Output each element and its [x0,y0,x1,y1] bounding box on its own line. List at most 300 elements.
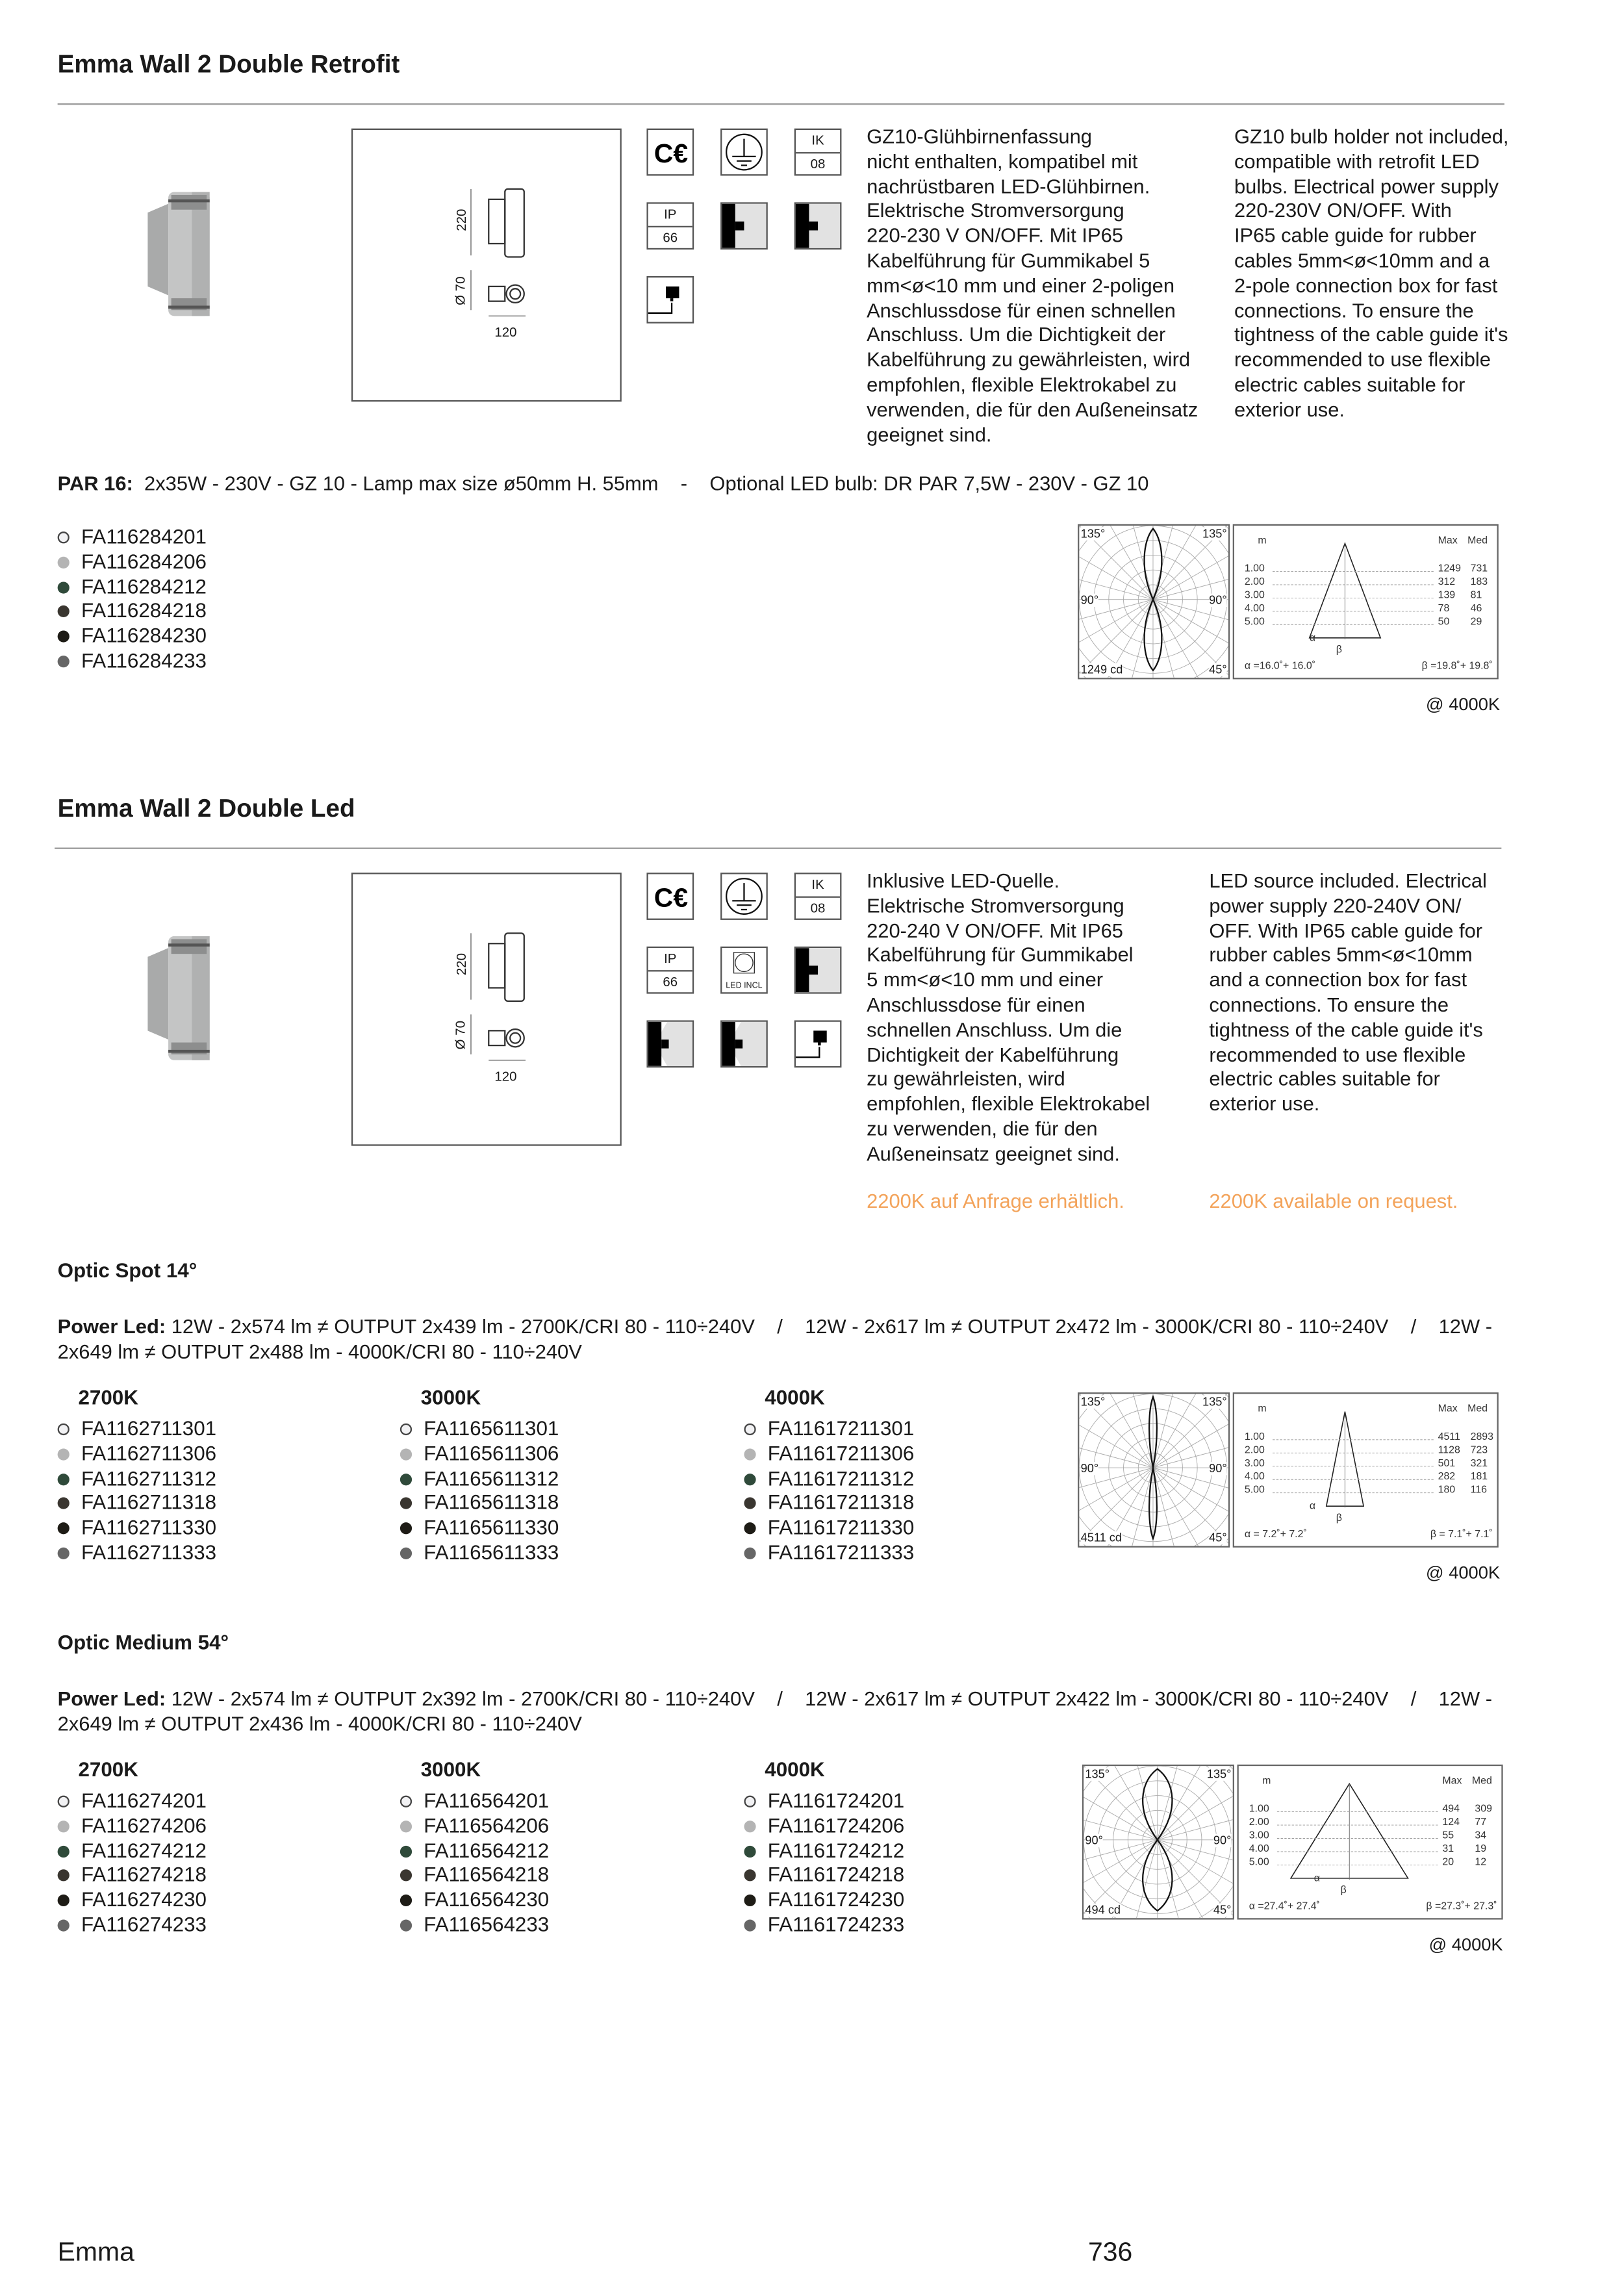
product-code-item [400,1418,559,1442]
text-line: connections. To ensure the [1234,299,1474,322]
code-list [400,1418,559,1566]
text-line: compatible with retrofit LED [1234,150,1480,173]
wall-mount-icon [794,202,842,249]
text-line: recommended to use flexible [1209,1043,1466,1066]
finish-swatch-icon [744,1498,755,1509]
text-line: tightness of the cable guide it's [1234,324,1508,346]
text-line: empfohlen, flexible Elektrokabel [867,1093,1150,1116]
distance-value: 3.00 [1244,1459,1265,1470]
max-value: 50 [1436,617,1449,628]
max-value: 1128 [1436,1446,1460,1456]
product-code: FA1161724230 [767,1889,905,1911]
med-value: 34 [1475,1831,1487,1842]
polar-diagram [1078,1392,1230,1548]
angle-label-135: 135° [1080,1395,1106,1409]
text-line: Elektrische Stromversorgung [867,894,1124,917]
text-line: empfohlen, flexible Elektrokabel zu [867,373,1177,396]
divider [55,848,1501,849]
text-line: verwenden, die für den Außeneinsatz [867,398,1199,421]
text-line: electric cables suitable for [1209,1068,1440,1091]
width-dimension: 120 [494,1069,517,1084]
distance-value: 4.00 [1244,604,1265,615]
product-code-item [744,1467,914,1492]
code-list [744,1790,904,1939]
product-code: FA1162711306 [81,1442,217,1465]
code-list [58,1790,207,1939]
finish-swatch-icon [58,1498,70,1509]
text-line: schnellen Anschluss. Um die [867,1018,1123,1041]
product-code-item [744,1790,904,1815]
note-de: 2200K auf Anfrage erhältlich. [867,1190,1124,1212]
max-value: 139 [1436,591,1455,601]
finish-swatch-icon [744,1424,755,1435]
description-en [1234,125,1509,423]
med-value: 29 [1470,617,1482,628]
led-included-icon [720,947,768,994]
product-code-item [58,600,207,625]
med-value: 81 [1470,591,1482,601]
beta-symbol: β [1336,1513,1342,1524]
med-header: Med [1471,1776,1492,1787]
angle-label-135: 135° [1202,1395,1227,1409]
text-line: bulbs. Electrical power supply [1234,175,1499,198]
finish-swatch-icon [400,1523,412,1535]
color-temp-header: 4000K [765,1386,825,1409]
product-code-item [744,1516,914,1541]
max-value: 78 [1436,604,1449,615]
description-en [1209,870,1487,1118]
candela-label: 4511 cd [1080,1531,1122,1545]
finish-swatch-icon [58,1895,70,1906]
product-code: FA116274230 [81,1889,207,1911]
product-code: FA1161724218 [767,1864,905,1887]
color-temp-note: @ 4000K [1425,694,1501,715]
rating-value: 66 [663,230,678,246]
product-code: FA11617211318 [767,1492,915,1514]
text-line: 5 mm<ø<10 mm und einer [867,969,1104,991]
junction-box-icon [794,1020,842,1067]
product-code-item [58,575,207,600]
distance-value: 1.00 [1244,564,1265,575]
angle-label-90: 90° [1209,1461,1227,1476]
max-header: Max [1438,1404,1458,1415]
product-code-item [58,1913,207,1938]
width-dimension: 120 [494,324,517,340]
text-line: Kabelführung zu gewährleisten, wird [867,348,1191,371]
med-value: 181 [1470,1472,1488,1483]
finish-swatch-icon [58,1820,70,1832]
text-line: tightness of the cable guide it's [1209,1018,1483,1041]
med-value: 321 [1470,1459,1488,1470]
product-code: FA11617211301 [767,1417,915,1440]
finish-swatch-icon [58,1448,70,1460]
text-line: Anschluss. Um die Dichtigkeit der [867,324,1166,346]
color-temp-header: 3000K [420,1758,481,1781]
illuminance-table [1233,524,1499,680]
finish-swatch-icon [58,606,70,618]
product-code-item [58,1864,207,1889]
ip-rating-icon [646,947,694,994]
finish-swatch-icon [744,1919,755,1931]
med-value: 731 [1470,564,1488,575]
rating-value: 08 [810,156,826,172]
polar-diagram [1078,524,1230,680]
text-line: geeignet sind. [867,423,992,446]
product-code: FA116284212 [81,575,207,598]
product-code: FA116274233 [81,1913,207,1936]
text-line: zu gewährleisten, wird [867,1068,1065,1091]
distance-value: 3.00 [1249,1831,1269,1842]
product-code-item [744,1492,914,1516]
alpha-symbol: α [1309,633,1316,644]
optic-title: Optic Medium 54° [57,1631,229,1654]
polar-diagram [1082,1765,1234,1920]
product-code-item [58,1889,207,1913]
product-code: FA1161724201 [767,1789,905,1812]
text-line: zu verwenden, die für den [867,1118,1098,1140]
med-value: 77 [1475,1817,1487,1828]
page-number: 736 [1087,2237,1133,2267]
height-dimension: 220 [453,952,469,976]
angle-label-135: 135° [1206,1767,1232,1781]
max-value: 312 [1436,578,1455,588]
text-line: Anschlussdose für einen [867,993,1085,1016]
color-temp-header: 2700K [78,1758,138,1781]
text-line: 220-230V ON/OFF. With [1234,199,1452,222]
product-title: Emma Wall 2 Double Led [57,794,355,823]
distance-value: 2.00 [1244,577,1265,588]
beta-symbol: β [1340,1885,1347,1897]
product-code-item [58,526,207,550]
description-de [867,125,1198,448]
product-code-item [58,1790,207,1815]
product-code: FA1165611306 [424,1442,559,1465]
text-line: recommended to use flexible [1234,348,1491,371]
angle-label-45: 45° [1209,663,1227,676]
max-value: 20 [1441,1858,1454,1868]
text-line: Dichtigkeit der Kabelführung [867,1043,1119,1066]
product-code-item [744,1542,914,1566]
dimension-drawing [351,129,622,402]
product-code: FA116564212 [424,1839,550,1861]
par-text: 2x35W - 230V - GZ 10 - Lamp max size ø50mm H. 55mm - Optional LED bulb: DR PAR 7,5W - 230V - GZ 10 [144,472,1149,495]
product-code: FA116284233 [81,649,207,672]
finish-swatch-icon [400,1498,412,1509]
text-line: exterior use. [1234,398,1345,421]
distance-value: 1.00 [1249,1804,1269,1815]
product-code: FA1162711312 [81,1467,217,1490]
med-value: 2893 [1470,1432,1494,1443]
finish-swatch-icon [58,631,70,643]
product-code: FA11617211306 [767,1442,915,1465]
beta-angle: β =27.3˚+ 27.3˚ [1426,1902,1497,1913]
power-text: 12W - 2x574 lm ≠ OUTPUT 2x439 lm - 2700K/CRI 80 - 110÷240V / 12W - 2x617 lm ≠ OUTPUT 2x472 lm - 3000K/CRI 80 - 110÷240V / 12W - [171,1315,1493,1338]
power-text: 2x649 lm ≠ OUTPUT 2x436 lm - 4000K/CRI 80 - 110÷240V [57,1713,582,1735]
distance-value: 1.00 [1244,1432,1265,1443]
product-title: Emma Wall 2 Double Retrofit [57,50,400,79]
product-code-item [400,1864,549,1889]
text-line: nachrüstbaren LED-Glühbirnen. [867,175,1150,198]
max-value: 31 [1441,1845,1454,1855]
product-code-item [744,1815,904,1839]
power-text: 2x649 lm ≠ OUTPUT 2x488 lm - 4000K/CRI 80 - 110÷240V [57,1340,582,1363]
finish-swatch-icon [400,1424,412,1435]
product-code-item [400,1467,559,1492]
finish-swatch-icon [58,556,70,568]
med-value: 46 [1470,604,1482,615]
diameter-dimension: Ø 70 [453,276,468,305]
finish-swatch-icon [400,1548,412,1559]
code-list [400,1790,549,1939]
alpha-symbol: α [1313,1874,1320,1884]
text-line: connections. To ensure the [1209,993,1449,1016]
finish-swatch-icon [744,1845,755,1857]
unit-label: m [1262,1776,1271,1787]
product-code-item [58,1542,216,1566]
product-code-item [400,1913,549,1938]
wall-mount-icon [794,947,842,994]
diameter-dimension: Ø 70 [453,1020,468,1050]
finish-swatch-icon [58,581,70,593]
angle-label-90: 90° [1213,1833,1232,1848]
text-line: exterior use. [1209,1093,1320,1116]
finish-swatch-icon [400,1473,412,1485]
product-code: FA1165611301 [424,1417,559,1440]
finish-swatch-icon [744,1448,755,1460]
max-header: Max [1442,1776,1462,1787]
product-code: FA11617211330 [767,1516,915,1539]
beta-symbol: β [1336,645,1342,656]
max-value: 1249 [1436,564,1461,574]
color-temp-header: 3000K [420,1386,481,1409]
wall-mount-icon [720,202,768,249]
med-value: 309 [1475,1804,1492,1815]
product-code-item [744,1889,904,1913]
product-code: FA1165611333 [424,1541,559,1564]
distance-value: 2.00 [1244,1445,1265,1456]
distance-value: 4.00 [1244,1472,1265,1483]
beta-angle: β = 7.1˚+ 7.1˚ [1430,1529,1493,1540]
ik-rating-icon [794,129,842,176]
power-label: Power Led: [57,1315,166,1338]
product-code-item [744,1442,914,1467]
par-label: PAR 16: [57,472,133,495]
dimension-drawing [351,873,622,1145]
power-spec [58,1686,1492,1736]
finish-swatch-icon [58,1424,70,1435]
product-code: FA1162711333 [81,1541,217,1564]
rating-value: 66 [663,974,678,990]
product-code-item [58,1492,216,1516]
max-value: 55 [1441,1831,1454,1841]
product-code: FA1165611330 [424,1516,559,1539]
angle-label-45: 45° [1213,1903,1232,1917]
distance-value: 2.00 [1249,1817,1269,1828]
product-code-item [744,1913,904,1938]
led-label: LED INCL [726,982,763,991]
product-code-item [400,1442,559,1467]
power-label: Power Led: [57,1687,166,1710]
product-code-item [400,1815,549,1839]
finish-swatch-icon [58,1473,70,1485]
text-line: power supply 220-240V ON/ [1209,894,1462,917]
rating-label: IK [796,130,840,153]
product-code-item [58,650,207,674]
finish-swatch-icon [744,1820,755,1832]
height-dimension: 220 [453,209,469,231]
product-code-item [744,1839,904,1864]
rating-label: IK [796,874,840,897]
product-code: FA116564201 [424,1789,550,1812]
finish-swatch-icon [58,656,70,667]
finish-swatch-icon [58,1796,70,1808]
unit-label: m [1258,1404,1267,1415]
color-temp-note: @ 4000K [1428,1934,1503,1956]
description-de [867,870,1150,1168]
code-list [58,526,207,674]
angle-label-90: 90° [1080,593,1099,607]
product-code: FA1161724233 [767,1913,905,1936]
text-line: Außeneinsatz geeignet sind. [867,1142,1120,1165]
code-list [58,1418,216,1566]
distance-value: 5.00 [1249,1858,1269,1868]
text-line: GZ10-Glühbirnenfassung [867,125,1092,148]
product-code-item [400,1839,549,1864]
finish-swatch-icon [58,531,70,543]
product-code: FA1161724206 [767,1814,905,1837]
finish-swatch-icon [58,1548,70,1559]
product-image [147,936,236,1077]
angle-label-90: 90° [1080,1461,1099,1476]
product-code-item [58,1418,216,1442]
finish-swatch-icon [400,1870,412,1882]
product-code: FA116564206 [424,1814,550,1837]
product-code-item [58,1516,216,1541]
ce-mark-icon [646,873,694,920]
power-line [58,1339,1492,1364]
power-spec [58,1314,1492,1364]
text-line: Kabelführung für Gummikabel [867,944,1134,967]
text-line: 220-230 V ON/OFF. Mit IP65 [867,224,1123,247]
par-spec [58,472,1149,494]
finish-swatch-icon [400,1919,412,1931]
product-code: FA1165611312 [424,1467,559,1490]
product-code: FA116274218 [81,1864,207,1887]
beam-angle-icon [720,1020,768,1067]
junction-box-icon [646,276,694,324]
power-line [58,1711,1492,1737]
product-code: FA116284230 [81,624,207,647]
product-code: FA116284201 [81,526,207,548]
text-line: GZ10 bulb holder not included, [1234,125,1509,148]
finish-swatch-icon [744,1895,755,1906]
text-line: mm<ø<10 mm und einer 2-poligen [867,274,1175,297]
power-line [58,1314,1492,1340]
product-code: FA11617211333 [767,1541,915,1564]
alpha-symbol: α [1309,1501,1316,1513]
alpha-angle: α =27.4˚+ 27.4˚ [1249,1902,1320,1913]
product-code-item [58,625,207,650]
angle-label-135: 135° [1202,527,1227,541]
beam-angle-icon [646,1020,694,1067]
text-line: nicht enthalten, kompatibel mit [867,150,1138,173]
footer-product-name: Emma [57,2237,134,2267]
product-code: FA11617211312 [767,1467,915,1490]
svg-text:C€: C€ [653,882,689,913]
color-temp-note: @ 4000K [1425,1562,1501,1583]
angle-label-135: 135° [1085,1767,1110,1781]
product-code: FA116274206 [81,1814,207,1837]
med-header: Med [1467,535,1488,546]
product-code: FA1165611318 [424,1492,559,1514]
ce-mark-icon [646,129,694,176]
finish-swatch-icon [58,1845,70,1857]
finish-swatch-icon [400,1845,412,1857]
product-code-item [58,1467,216,1492]
alpha-angle: α =16.0˚+ 16.0˚ [1244,661,1316,672]
text-line: Anschlussdose für einen schnellen [867,299,1176,322]
text-line: 2-pole connection box for fast [1234,274,1498,297]
text-line: Kabelführung für Gummikabel 5 [867,249,1150,272]
med-value: 19 [1475,1844,1487,1855]
text-line: IP65 cable guide for rubber [1234,224,1477,247]
text-line: electric cables suitable for [1234,373,1465,396]
finish-swatch-icon [744,1473,755,1485]
max-value: 501 [1436,1459,1455,1469]
product-code: FA116274201 [81,1789,207,1812]
finish-swatch-icon [58,1919,70,1931]
product-code: FA116564233 [424,1913,550,1936]
color-temp-header: 2700K [78,1386,138,1409]
med-value: 116 [1470,1485,1487,1496]
product-code-item [58,1815,207,1839]
text-line: cables 5mm<ø<10mm and a [1234,249,1490,272]
med-value: 183 [1470,577,1488,588]
finish-swatch-icon [744,1796,755,1808]
rating-label: IP [648,204,692,227]
product-code-item [744,1418,914,1442]
product-code: FA116564230 [424,1889,550,1911]
unit-label: m [1258,535,1267,546]
product-code: FA116274212 [81,1839,207,1861]
note-en: 2200K available on request. [1209,1190,1458,1212]
text-line: Elektrische Stromversorgung [867,199,1124,222]
product-code-item [58,1839,207,1864]
angle-label-90: 90° [1209,593,1227,607]
product-code: FA1162711318 [81,1492,217,1514]
max-header: Max [1438,535,1458,546]
text-line: and a connection box for fast [1209,969,1467,991]
product-code: FA1162711330 [81,1516,217,1539]
product-code-item [58,550,207,575]
product-code-item [400,1542,559,1566]
med-value: 12 [1475,1858,1487,1868]
max-value: 4511 [1436,1433,1460,1443]
product-code: FA116284206 [81,550,207,573]
divider [58,103,1504,105]
product-code: FA1161724212 [767,1839,905,1861]
ip-rating-icon [646,202,694,249]
rating-value: 08 [810,901,826,916]
product-code: FA1162711301 [81,1417,217,1440]
distance-value: 3.00 [1244,591,1265,601]
text-line: 220-240 V ON/OFF. Mit IP65 [867,919,1123,942]
distance-value: 4.00 [1249,1844,1269,1855]
product-code-item [744,1864,904,1889]
beta-angle: β =19.8˚+ 19.8˚ [1421,661,1493,672]
finish-swatch-icon [400,1895,412,1906]
text-line: LED source included. Electrical [1209,869,1487,892]
